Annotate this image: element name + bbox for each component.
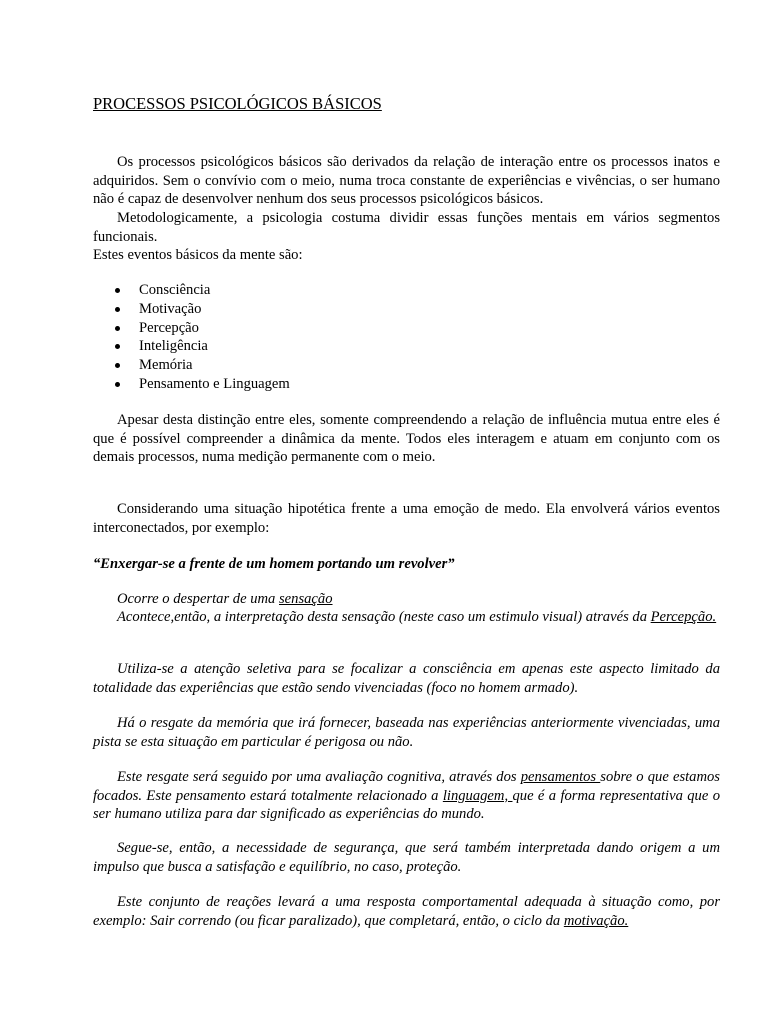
term-percepcao: Percepção. [650,609,717,625]
paragraph-hypothetical-situation: Considerando uma situação hipotética frente a uma emoção de medo. Ela envolverá vários eventos interconectados, por exemplo: [93,501,720,536]
paragraph-cognition [93,768,720,824]
list-item: Percepção [113,319,740,338]
paragraph-sensation [93,590,720,609]
text-segment: Este conjunto de reações levará a uma resposta comportamental adequada à situação como, por exemplo: Sair correndo (ou ficar paralizado), que completará, então, o ciclo da [93,894,720,929]
list-item: Consciência [113,281,740,300]
paragraph-security: Segue-se, então, a necessidade de segurança, que será também interpretada dando origem a um impulso que busca a satisfação e equilíbrio, no caso, proteção. [93,840,720,875]
example-quote: “Enxergar-se a frente de um homem portando um revolver” [93,556,455,572]
term-linguagem: linguagem, [442,787,513,804]
term-motivacao: motivação. [563,912,629,929]
events-list [113,281,740,394]
list-item: Pensamento e Linguagem [113,375,740,394]
list-item: Memória [113,356,740,375]
text-segment: Ocorre o despertar de uma [117,591,279,607]
paragraph-perception [93,608,720,627]
term-pensamentos: pensamentos [520,769,601,785]
text-segment: que é a forma representativa que o ser humano utiliza para dar significado as experiências do mundo. [93,787,720,823]
intro-paragraph-1: Os processos psicológicos básicos são derivados da relação de interação entre os processos inatos e adquiridos. Sem o convívio com o meio, numa troca constante de experiências e vivências, o ser humano não é capaz de desenvolver nenhum dos seus processos psicológicos básicos. [93,154,720,208]
term-sensacao: sensação [279,591,333,607]
list-item: Motivação [113,300,740,319]
paragraph-memory: Há o resgate da memória que irá fornecer, baseada nas experiências anteriormente vivenciadas, uma pista se esta situação em particular é perigosa ou não. [93,715,720,750]
paragraph-motivation [93,893,720,930]
intro-paragraph-2: Metodologicamente, a psicologia costuma dividir essas funções mentais em vários segmentos funcionais. [93,210,720,245]
text-segment: Acontece,então, a interpretação desta sensação (neste caso um estimulo visual) através da [117,609,651,625]
paragraph-mind-dynamics: Apesar desta distinção entre eles, somente compreendendo a relação de influência mutua entre eles é que é possível compreender a dinâmica da mente. Todos eles interagem e atuam em conjunto com os demais processos, numa medição permanente com o meio. [93,412,720,466]
document-title: PROCESSOS PSICOLÓGICOS BÁSICOS [93,94,382,113]
text-segment: sobre o que estamos focados. Este pensamento estará totalmente relacionado a [93,769,720,804]
intro-paragraph-3: Estes eventos básicos da mente são: [93,247,303,263]
paragraph-attention: Utiliza-se a atenção seletiva para se focalizar a consciência em apenas este aspecto limitado da totalidade das experiências que estão sendo vivenciadas (foco no homem armado). [93,661,720,696]
text-segment: Este resgate será seguido por uma avaliação cognitiva, através dos [117,769,521,785]
list-item: Inteligência [113,337,740,356]
